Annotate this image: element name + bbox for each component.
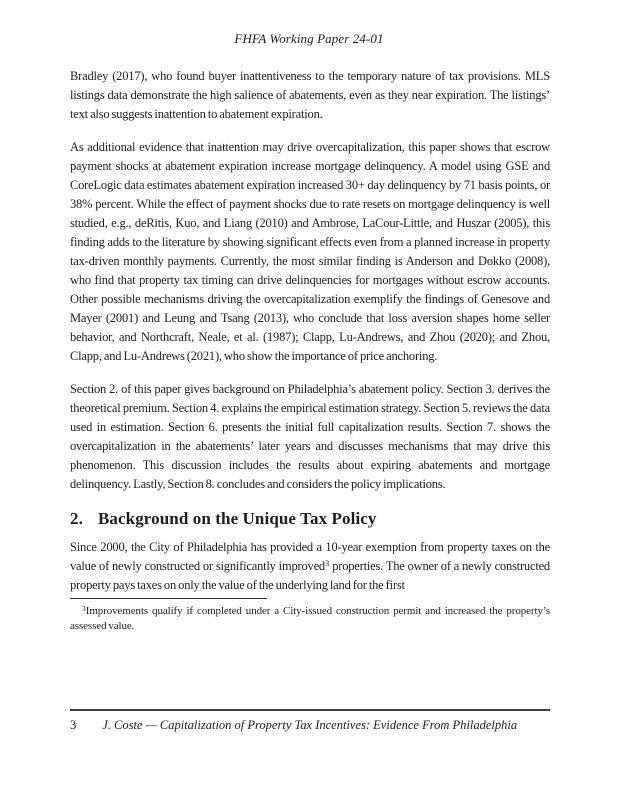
page-body: [70, 67, 550, 633]
page-number: 3: [70, 718, 77, 732]
paragraph-2: As additional evidence that inattention may drive overcapitalization, this paper shows that escrow payment shocks at abatement expiration increase mortgage delinquency. A model using GSE and CoreLogic data estimates abatement expiration increased 30+ day delinquency by 71 basis points, or 38% percent. While the effect of payment shocks due to rate resets on mortgage delinquency is well studied, e.g., deRitis, Kuo, and Liang (2010) and Ambrose, LaCour-Little, and Huszar (2005), this finding adds to the literature by showing significant effects even from a planned increase in property tax-driven monthly payments. Currently, the most similar finding is Anderson and Dokko (2008), who find that property tax timing can drive delinquencies for mortgages without escrow accounts. Other possible mechanisms driving the overcapitalization exemplify the findings of Genesove and Mayer (2001) and Leung and Tsang (2013), who conclude that loss aversion shapes home seller behavior, and Northcraft, Neale, et al. (1987); Clapp, Lu-Andrews, and Zhou (2020); and Zhou, Clapp, and Lu-Andrews (2021), who show the importance of price anchoring.: [70, 140, 550, 363]
footer-line: [70, 717, 550, 733]
section-number: 2.: [70, 509, 83, 528]
footnote: [70, 604, 550, 633]
running-header: FHFA Working Paper 24-01: [234, 31, 384, 46]
section-title: Background on the Unique Tax Policy: [97, 509, 377, 528]
footnote-reference: 3: [324, 558, 330, 568]
section-heading: [70, 508, 550, 530]
paragraph-3: Section 2. of this paper gives background on Philadelphia’s abatement policy. Section 3. derives the theoretical premium. Section 4. explains the empirical estimation strategy. Section 5. reviews the data used in estimation. Section 6. presents the initial full capitalization results. Section 7. shows the overcapitalization in the abatements’ later years and discusses mechanisms that may drive this phenomenon. This discussion includes the results about expiring abatements and mortgage delinquency. Lastly, Section 8. concludes and considers the policy implications.: [70, 382, 550, 491]
footer-rule: [70, 709, 550, 711]
footnote-marker: 3: [82, 604, 86, 613]
page-footer: [70, 709, 550, 733]
paragraph-1: Bradley (2017), who found buyer inattentiveness to the temporary nature of tax provisions. MLS listings data demonstrate the high salience of abatements, even as they near expiration. The listings’ text also suggests inattention to abatement expiration.: [70, 69, 550, 121]
paragraph-4-text: Since 2000, the City of Philadelphia has provided a 10-year exemption from property taxes on the value of newly constructed or significantly improved: [70, 540, 550, 573]
footer-title: J. Coste — Capitalization of Property Tax Incentives: Evidence From Philadelphia: [102, 718, 518, 732]
paragraph-4-text-continued: properties. The owner of a newly constructed property pays taxes on only the value of the underlying land for the first: [70, 559, 550, 592]
footnote-text: Improvements qualify if completed under a City-issued construction permit and increased the property’s assessed value.: [70, 605, 550, 632]
footnote-separator-rule: [70, 598, 267, 599]
paragraph-4: [70, 538, 550, 595]
